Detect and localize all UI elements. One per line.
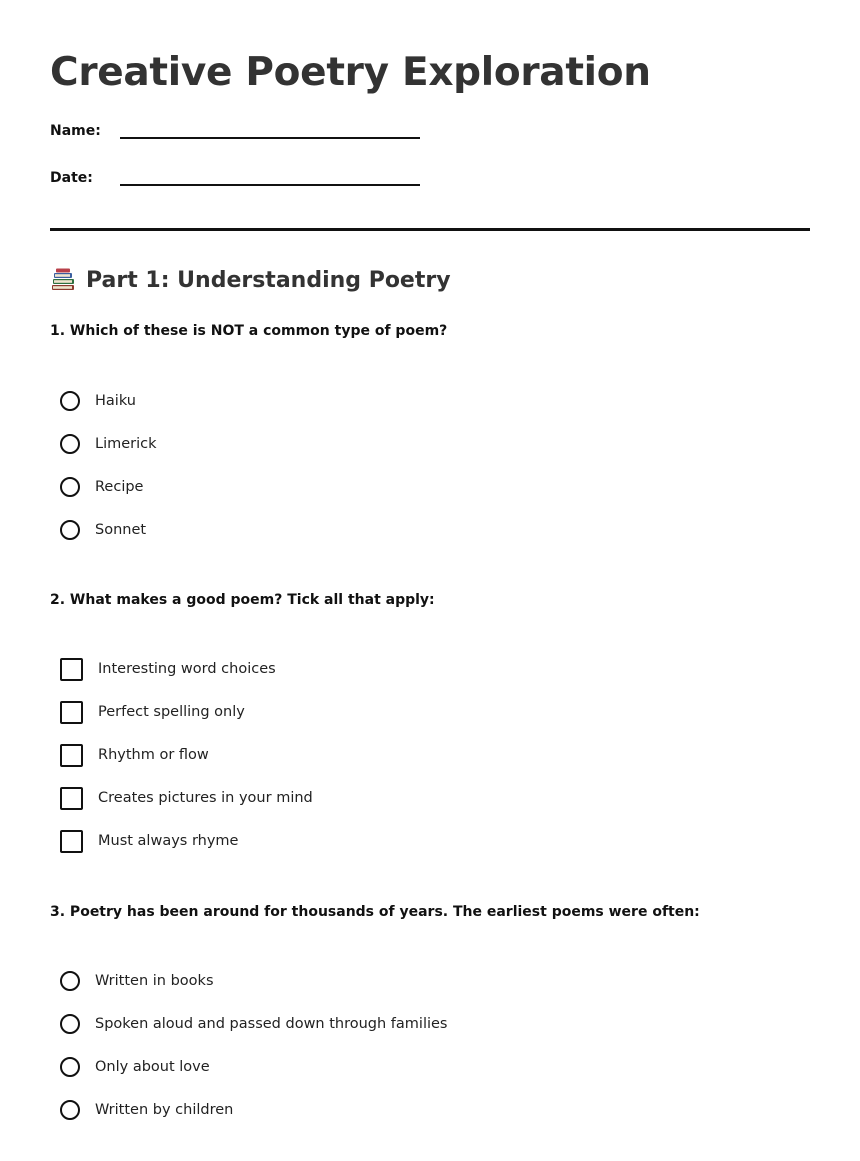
q1-option-haiku[interactable] [60, 388, 136, 414]
checkbox[interactable] [60, 658, 83, 681]
q1-option-sonnet[interactable] [60, 517, 146, 543]
q3-option-love[interactable] [60, 1054, 210, 1080]
date-field-row [50, 170, 420, 200]
radio-button[interactable] [60, 520, 80, 540]
option-label: Interesting word choices [98, 661, 276, 677]
q2-option-pictures[interactable] [60, 785, 313, 811]
question-3: 3. Poetry has been around for thousands of years. The earliest poems were often: [50, 904, 700, 920]
header-divider [50, 228, 810, 231]
option-label: Spoken aloud and passed down through families [95, 1016, 448, 1032]
q2-option-rhyme[interactable] [60, 828, 238, 854]
option-label: Sonnet [95, 522, 147, 538]
option-label: Written by children [95, 1102, 234, 1118]
option-label: Recipe [95, 479, 144, 495]
q1-option-recipe[interactable] [60, 474, 143, 500]
books-icon [50, 267, 76, 293]
radio-button[interactable] [60, 434, 80, 454]
q2-option-perfect-spelling[interactable] [60, 699, 245, 725]
checkbox[interactable] [60, 744, 83, 767]
option-label: Only about love [95, 1059, 210, 1075]
option-label: Limerick [95, 436, 157, 452]
date-input-line[interactable] [120, 184, 420, 186]
radio-button[interactable] [60, 971, 80, 991]
option-label: Perfect spelling only [98, 704, 245, 720]
radio-button[interactable] [60, 1057, 80, 1077]
question-2: 2. What makes a good poem? Tick all that apply: [50, 592, 435, 608]
q3-option-children[interactable] [60, 1097, 233, 1123]
option-label: Rhythm or flow [98, 747, 209, 763]
checkbox[interactable] [60, 830, 83, 853]
section-heading [50, 267, 451, 293]
q3-option-books[interactable] [60, 968, 214, 994]
q2-option-rhythm[interactable] [60, 742, 209, 768]
option-label: Written in books [95, 973, 214, 989]
q3-option-spoken[interactable] [60, 1011, 447, 1037]
radio-button[interactable] [60, 1100, 80, 1120]
page-title: Creative Poetry Exploration [50, 50, 651, 95]
date-label: Date: [50, 170, 93, 186]
option-label: Haiku [95, 393, 136, 409]
radio-button[interactable] [60, 477, 80, 497]
option-label: Creates pictures in your mind [98, 790, 313, 806]
name-field-row [50, 123, 420, 153]
checkbox[interactable] [60, 701, 83, 724]
name-label: Name: [50, 123, 101, 139]
q1-option-limerick[interactable] [60, 431, 157, 457]
section-heading-text: Part 1: Understanding Poetry [86, 267, 451, 293]
question-1: 1. Which of these is NOT a common type of poem? [50, 323, 448, 339]
q2-option-word-choices[interactable] [60, 656, 276, 682]
radio-button[interactable] [60, 1014, 80, 1034]
checkbox[interactable] [60, 787, 83, 810]
radio-button[interactable] [60, 391, 80, 411]
option-label: Must always rhyme [98, 833, 239, 849]
name-input-line[interactable] [120, 137, 420, 139]
